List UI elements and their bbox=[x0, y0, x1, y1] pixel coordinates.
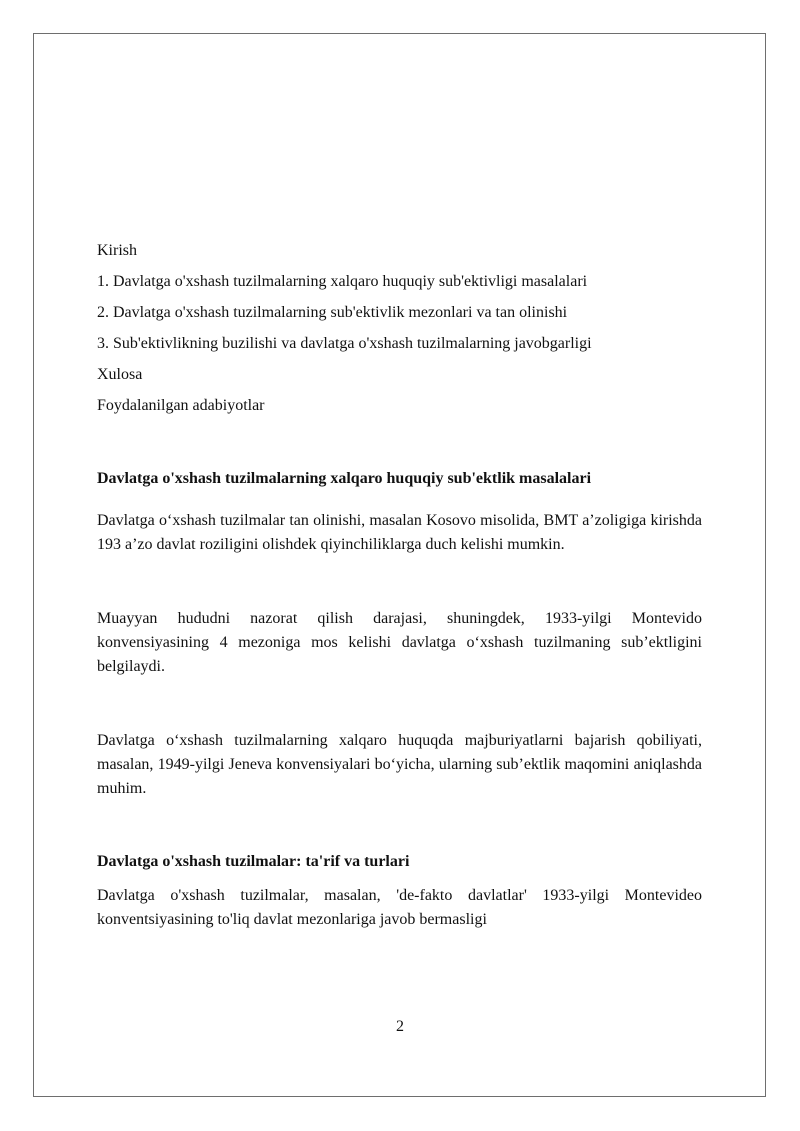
paragraph: Muayyan hududni nazorat qilish darajasi, shuningdek, 1933-yilgi Montevido konvensiyasining 4 mezoniga mos kelishi davlatga o‘xshash tuzilmaning sub’ektligini belgilaydi. bbox=[97, 610, 702, 675]
toc-item-2: 2. Davlatga o'xshash tuzilmalarning sub'ektivlik mezonlari va tan olinishi bbox=[97, 304, 568, 321]
section-heading: Davlatga o'xshash tuzilmalar: ta'rif va turlari bbox=[97, 853, 410, 870]
toc-item-1: 1. Davlatga o'xshash tuzilmalarning xalqaro huquqiy sub'ektivligi masalalari bbox=[97, 273, 588, 290]
section-heading: Davlatga o'xshash tuzilmalarning xalqaro huquqiy sub'ektlik masalalari bbox=[97, 470, 592, 487]
paragraph: Davlatga o‘xshash tuzilmalarning xalqaro huquqda majburiyatlarni bajarish qobiliyati, masalan, 1949-yilgi Jeneva konvensiyalari bo‘yicha, ularning sub’ektlik maqomini aniqlashda muhim. bbox=[97, 732, 702, 797]
paragraph: Davlatga o‘xshash tuzilmalar tan olinishi, masalan Kosovo misolida, BMT a’zoligiga kirishda 193 a’zo davlat roziligini olishdek qiyinchiliklarga duch kelishi mumkin. bbox=[97, 512, 702, 553]
page-content bbox=[97, 240, 702, 932]
page-number: 2 bbox=[396, 1018, 404, 1035]
toc-item-3: 3. Sub'ektivlikning buzilishi va davlatga o'xshash tuzilmalarning javobgarligi bbox=[97, 335, 592, 352]
toc-item-intro: Kirish bbox=[97, 242, 137, 259]
table-of-contents bbox=[97, 240, 702, 416]
toc-item-references: Foydalanilgan adabiyotlar bbox=[97, 397, 265, 414]
paragraph: Davlatga o'xshash tuzilmalar, masalan, 'de-fakto davlatlar' 1933-yilgi Montevideo konventsiyasining to'liq davlat mezonlariga javob bermasligi bbox=[97, 887, 702, 928]
toc-item-conclusion: Xulosa bbox=[97, 366, 143, 383]
